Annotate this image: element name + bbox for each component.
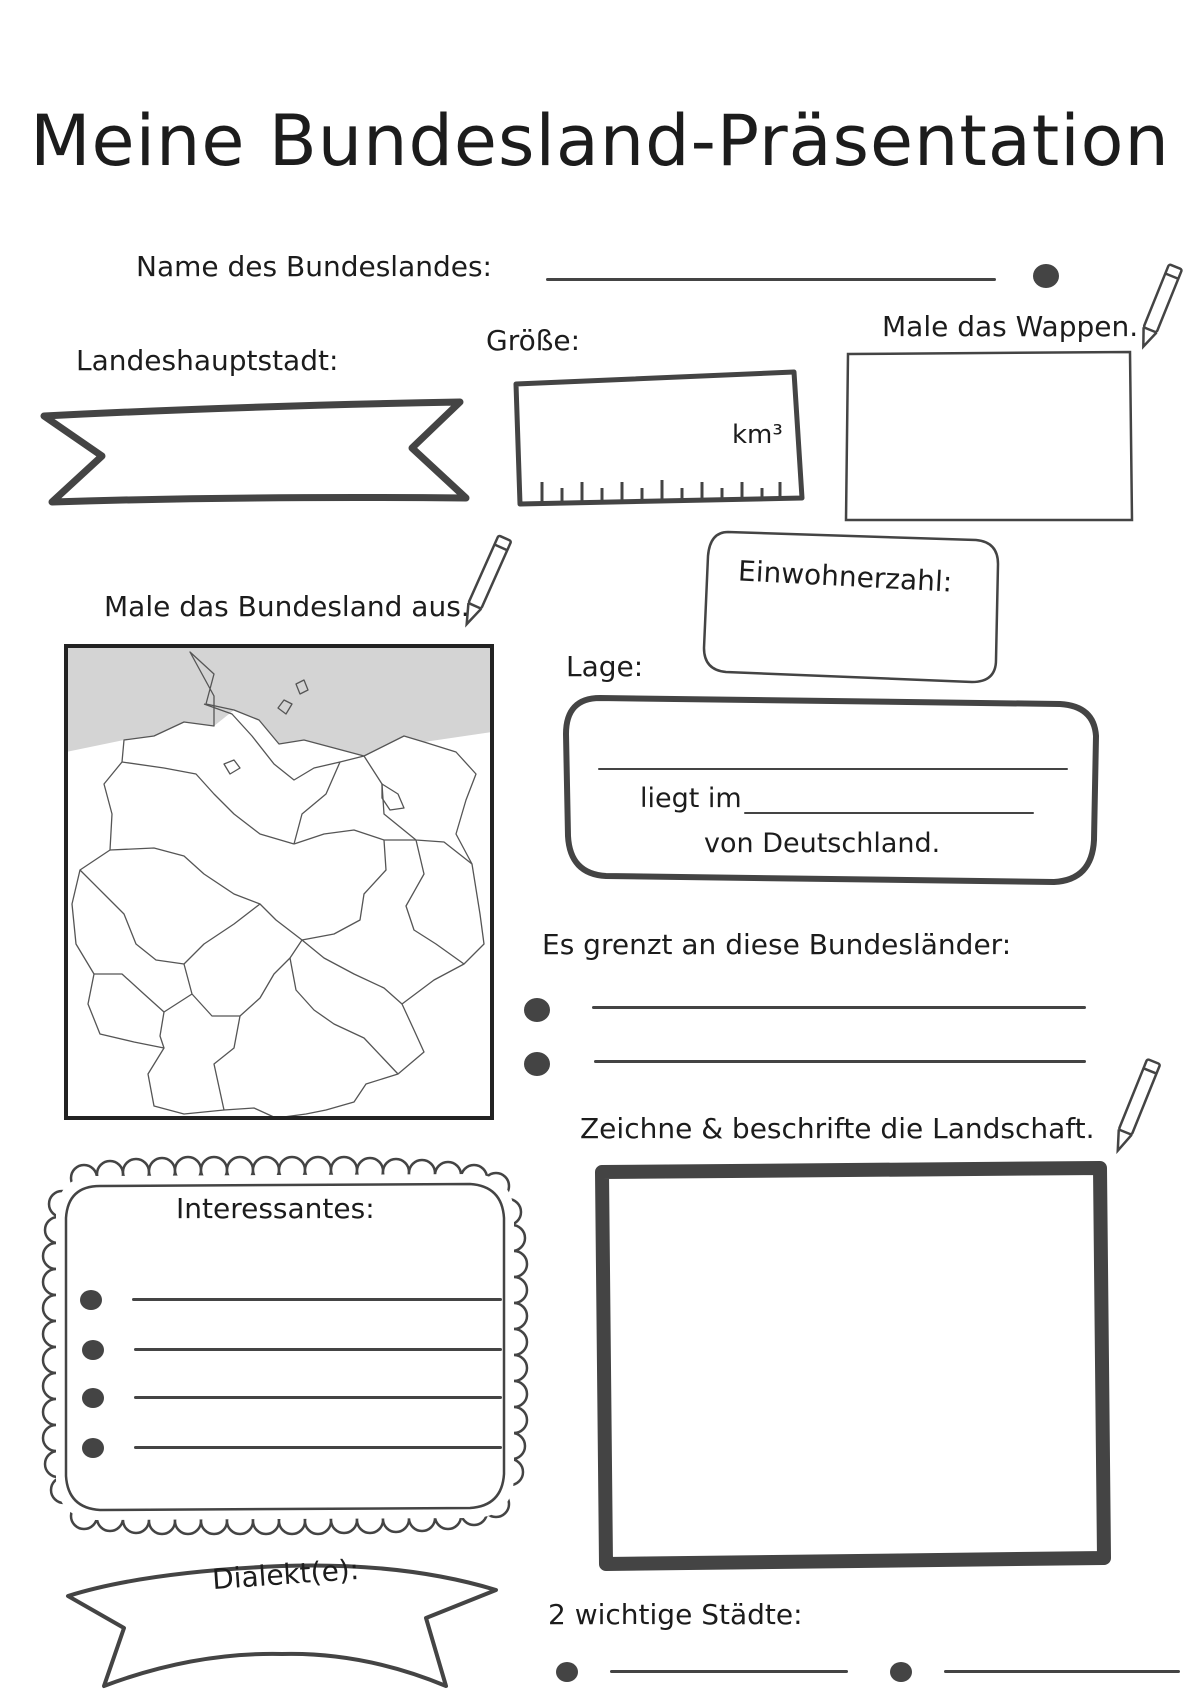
bullet-dot <box>82 1438 104 1458</box>
bullet-dot <box>1033 264 1059 288</box>
interesting-label: Interessantes: <box>176 1192 375 1225</box>
page-title: Meine Bundesland-Präsentation <box>30 100 1170 182</box>
pencil-icon <box>1110 1052 1160 1164</box>
population-box[interactable] <box>700 528 1004 688</box>
bullet-dot <box>524 998 550 1022</box>
landscape-label: Zeichne & beschrifte die Landschaft. <box>580 1112 1095 1145</box>
bullet-dot <box>82 1388 104 1408</box>
location-text-2: von Deutschland. <box>704 828 941 859</box>
state-name-label: Name des Bundeslandes: <box>136 250 492 283</box>
location-label: Lage: <box>566 650 644 683</box>
interesting-line-4[interactable] <box>134 1446 502 1449</box>
bullet-dot <box>82 1340 104 1360</box>
location-direction-line[interactable] <box>744 812 1034 814</box>
capital-banner[interactable] <box>40 398 470 508</box>
size-label: Größe: <box>486 324 581 357</box>
population-label: Einwohnerzahl: <box>737 554 954 599</box>
bullet-dot <box>556 1662 578 1682</box>
cities-label: 2 wichtige Städte: <box>548 1598 803 1631</box>
germany-map[interactable] <box>64 644 494 1120</box>
pencil-icon <box>1140 258 1180 358</box>
landscape-frame[interactable] <box>592 1160 1114 1568</box>
borders-label: Es grenzt an diese Bundesländer: <box>542 928 1012 961</box>
bullet-dot <box>890 1662 912 1682</box>
location-state-line[interactable] <box>598 768 1068 770</box>
city-line-2[interactable] <box>944 1670 1180 1673</box>
pencil-icon <box>460 528 510 638</box>
interesting-line-3[interactable] <box>134 1396 502 1399</box>
interesting-line-2[interactable] <box>134 1348 502 1351</box>
coat-of-arms-label: Male das Wappen. <box>882 310 1139 343</box>
state-name-line[interactable] <box>546 278 996 281</box>
bullet-dot <box>524 1052 550 1076</box>
border-line-2[interactable] <box>594 1060 1086 1063</box>
city-line-1[interactable] <box>610 1670 848 1673</box>
location-text-1: liegt im <box>640 783 742 814</box>
capital-label: Landeshauptstadt: <box>76 344 339 377</box>
border-line-1[interactable] <box>592 1006 1086 1009</box>
size-unit: km³ <box>732 420 783 450</box>
coat-of-arms-box[interactable] <box>844 350 1134 522</box>
interesting-line-1[interactable] <box>132 1298 502 1301</box>
bullet-dot <box>80 1290 102 1310</box>
dialect-label: Dialekt(e): <box>211 1552 361 1597</box>
map-label: Male das Bundesland aus. <box>104 590 470 623</box>
